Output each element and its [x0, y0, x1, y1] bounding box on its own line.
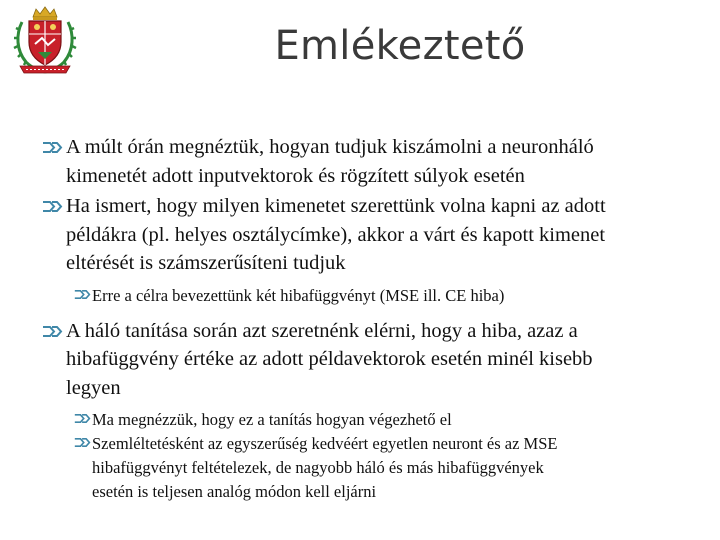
bullet-line: hibafüggvény értéke az adott példavektorok esetén minél kisebb — [66, 348, 593, 370]
bullet-line: esetén is teljesen analóg módon kell eljárni — [92, 482, 377, 501]
bullet-line: Erre a célra bevezettünk két hibafüggvényt (MSE ill. CE hiba) — [92, 285, 505, 305]
bullet-line: Ha ismert, hogy milyen kimenetet szerettünk volna kapni az adott — [66, 195, 606, 217]
chevron-bullet-icon — [42, 325, 63, 338]
chevron-bullet-icon — [74, 437, 91, 448]
bullet-item — [40, 133, 690, 190]
sub-bullet-item — [40, 432, 690, 504]
bullet-list — [40, 133, 690, 504]
chevron-bullet-icon — [74, 289, 91, 300]
bullet-item — [40, 192, 690, 278]
sub-bullet-item — [40, 408, 690, 432]
bullet-line: Szemléltetésként az egyszerűség kedvéért egyetlen neuront és az MSE — [92, 434, 558, 453]
chevron-bullet-icon — [74, 413, 91, 424]
bullet-line: kimenetét adott inputvektorok és rögzített súlyok esetén — [66, 164, 525, 187]
bullet-line: legyen — [66, 376, 121, 399]
bullet-item — [40, 317, 690, 403]
chevron-bullet-icon — [42, 200, 63, 213]
bullet-line: Ma megnézzük, hogy ez a tanítás hogyan végezhető el — [92, 410, 452, 429]
sub-bullet-item — [40, 284, 690, 308]
bullet-line: hibafüggvényt feltételezek, de nagyobb háló és más hibafüggvények — [92, 458, 544, 477]
slide-title: Emlékeztető — [274, 23, 526, 69]
bullet-line: eltérését is számszerűsíteni tudjuk — [66, 252, 346, 274]
bullet-line: példákra (pl. helyes osztálycímke), akkor a várt és kapott kimenet — [66, 223, 606, 246]
coat-of-arms-logo — [12, 4, 78, 76]
bullet-line: A múlt órán megnéztük, hogyan tudjuk kiszámolni a neuronháló — [66, 136, 594, 158]
bullet-line: A háló tanítása során azt szeretnénk elérni, hogy a hiba, azaz a — [66, 319, 578, 342]
coat-of-arms-icon — [12, 4, 78, 76]
chevron-bullet-icon — [42, 141, 63, 154]
